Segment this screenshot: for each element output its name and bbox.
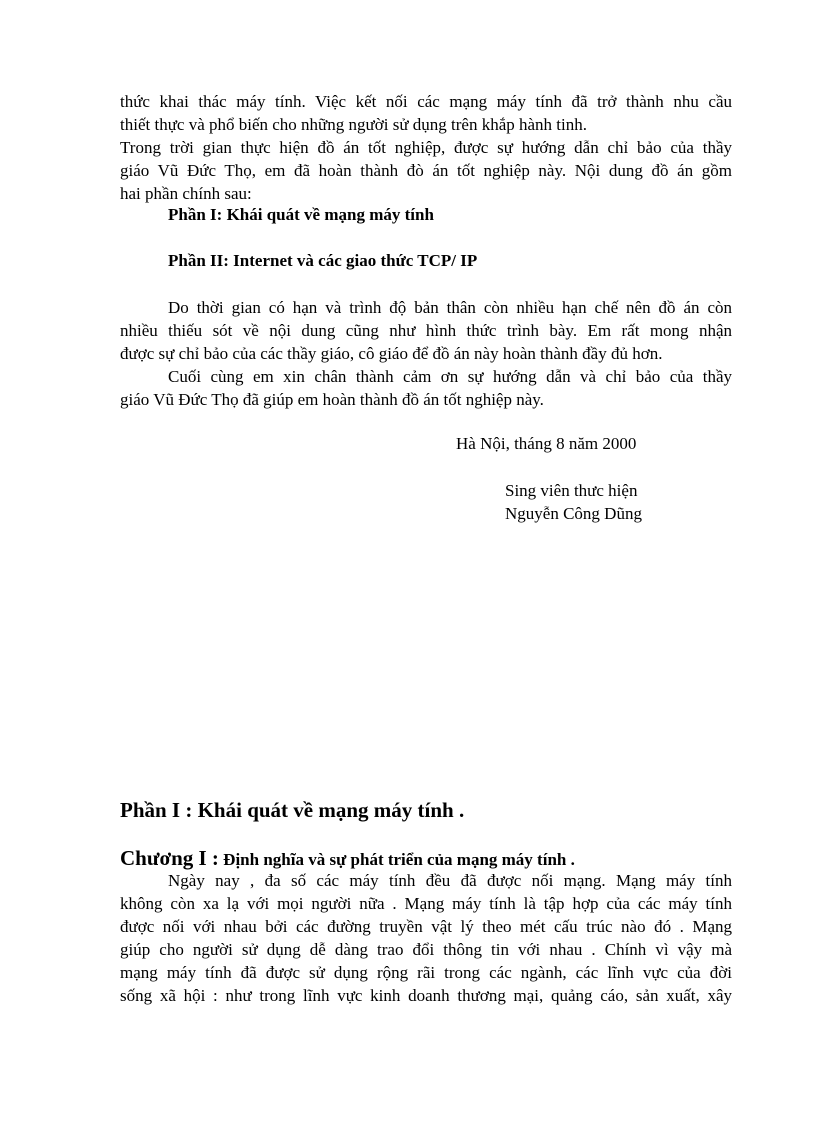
part-2-heading: Phần II: Internet và các giao thức TCP/ IP — [168, 251, 478, 270]
signature-name: Nguyễn Công Dũng — [505, 504, 642, 523]
chapter-paragraph — [120, 869, 732, 1007]
text-line: giáo Vũ Đức Thọ đã giúp em hoàn thành đồ án tốt nghiệp này. — [120, 390, 544, 409]
text-line: giáo Vũ Đức Thọ, em đã hoàn thành đò án tốt nghiệp này. Nội dung đồ án gồm — [120, 161, 732, 180]
text-line: thiết thực và phổ biến cho những người sử dụng trên khắp hành tinh. — [120, 115, 587, 134]
text-line: không còn xa lạ với mọi người nữa . Mạng máy tính là tập hợp của các máy tính — [120, 894, 732, 913]
text-line: giúp cho người sử dụng dễ dàng trao đổi thông tin với nhau . Chính vì vậy mà — [120, 940, 732, 959]
text-line: nhiều thiếu sót về nội dung cũng như hình thức trình bày. Em rất mong nhận — [120, 321, 732, 340]
signature-role: Sing viên thưc hiện — [505, 481, 638, 500]
signature-place-date: Hà Nội, tháng 8 năm 2000 — [456, 434, 637, 453]
text-line: Trong trời gian thực hiện đồ án tốt nghiệp, được sự hướng dẫn chỉ bảo của thầy — [120, 138, 732, 157]
chapter-title-rest: Định nghĩa và sự phát triển của mạng máy tính . — [218, 850, 575, 869]
text-line: được nối với nhau bởi các đường truyền vật lý theo mét cấu trúc nào đó . Mạng — [120, 917, 732, 936]
text-line: Do thời gian có hạn và trình độ bản thân còn nhiều hạn chế nên đồ án còn — [168, 298, 732, 317]
section-title: Phần I : Khái quát về mạng máy tính . — [120, 798, 465, 822]
text-line: mạng máy tính đã được sử dụng rộng rãi trong các ngành, các lĩnh vực của đời — [120, 963, 732, 982]
chapter-title — [120, 846, 575, 871]
chapter-title-lead: Chương I : — [120, 846, 219, 870]
text-line: được sự chỉ bảo của các thầy giáo, cô giáo để đồ án này hoàn thành đầy đủ hơn. — [120, 344, 663, 363]
text-line: Ngày nay , đa số các máy tính đều đã được nối mạng. Mạng máy tính — [168, 871, 732, 890]
closing-paragraph — [120, 296, 732, 411]
text-line: thức khai thác máy tính. Việc kết nối các mạng máy tính đã trở thành nhu cầu — [120, 92, 732, 111]
intro-paragraph — [120, 90, 732, 205]
text-line: sống xã hội : như trong lĩnh vực kinh doanh thương mại, quảng cáo, sản xuất, xây — [120, 986, 732, 1005]
text-line: Cuối cùng em xin chân thành cảm ơn sự hướng dẫn và chỉ bảo của thầy — [168, 367, 732, 386]
text-line: hai phần chính sau: — [120, 184, 252, 203]
part-1-heading: Phần I: Khái quát về mạng máy tính — [168, 205, 434, 224]
